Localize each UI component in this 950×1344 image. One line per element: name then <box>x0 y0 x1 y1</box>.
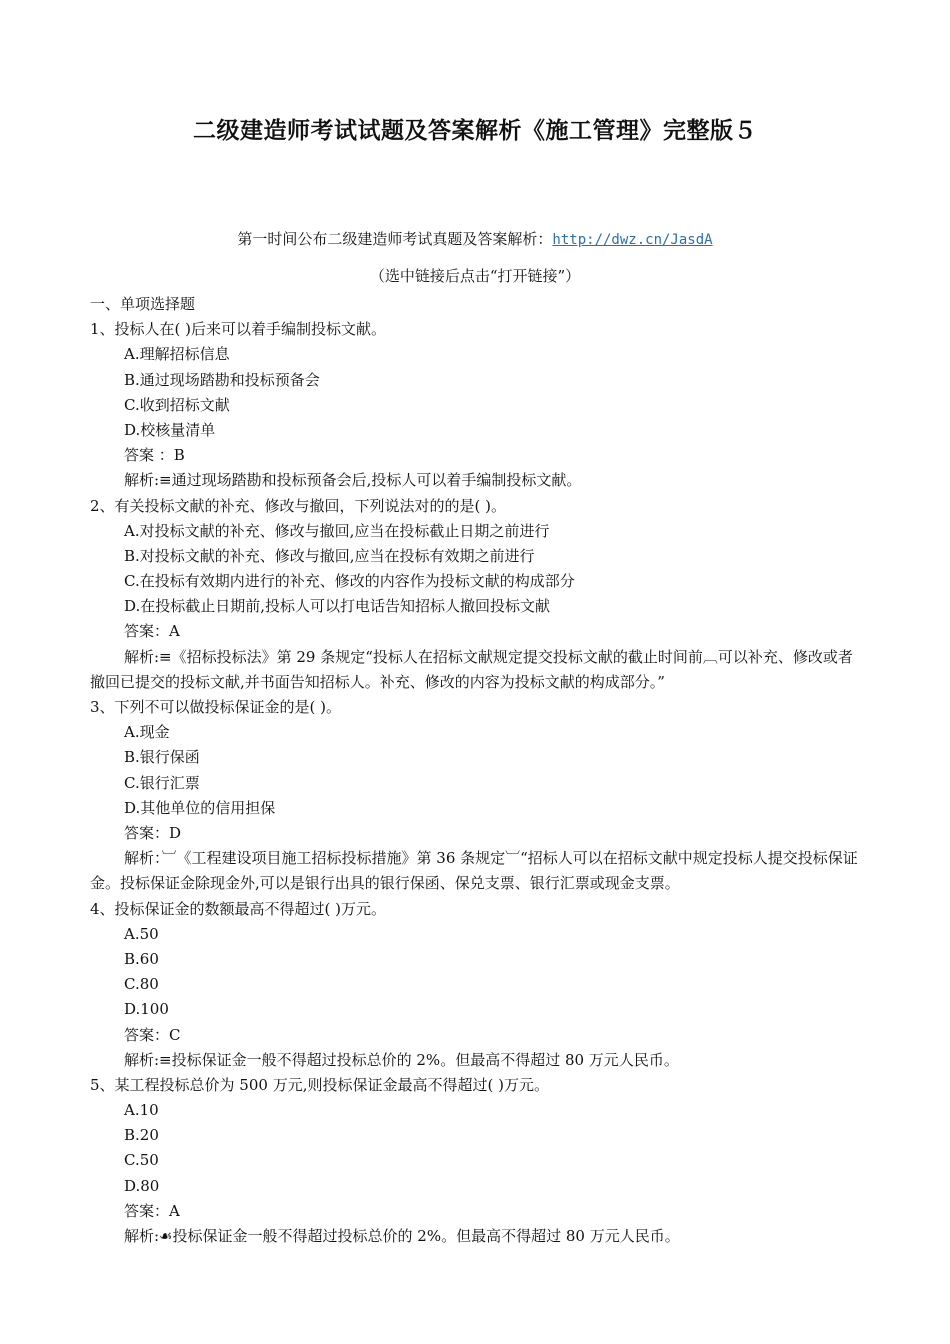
answer: 答案：A <box>124 1201 180 1220</box>
option: A.现金 <box>124 723 170 742</box>
option: D.100 <box>124 1000 169 1019</box>
question-text: 4、投标保证金的数额最高不得超过( )万元。 <box>90 899 387 918</box>
question-text: 5、某工程投标总价为 500 万元,则投标保证金最高不得超过( )万元。 <box>90 1075 549 1094</box>
option: A.10 <box>124 1101 159 1120</box>
answer: 答案：C <box>124 1025 181 1044</box>
analysis: 解析:≡通过现场踏勘和投标预备会后,投标人可以着手编制投标文献。 <box>124 471 582 490</box>
question-text: 3、下列不可以做投标保证金的是( )。 <box>90 698 342 717</box>
option: D.80 <box>124 1176 160 1195</box>
question-text: 1、投标人在( )后来可以着手编制投标文献。 <box>90 320 387 339</box>
option: D.在投标截止日期前,投标人可以打电话告知招标人撤回投标文献 <box>124 597 551 616</box>
option: C.银行汇票 <box>124 773 200 792</box>
answer: 答案：A <box>124 622 180 641</box>
option: D.校核量清单 <box>124 420 216 439</box>
link-note: （选中链接后点击“打开链接”） <box>369 267 581 285</box>
option: B.60 <box>124 949 159 968</box>
section-heading: 一、单项选择题 <box>90 295 196 313</box>
option: D.其他单位的信用担保 <box>124 798 276 817</box>
analysis: 解析：︺《工程建设项目施工招标投标措施》第 36 条规定︺“招标人可以在招标文献中规定投标人提交投标保证金。投标保证金除现金外,可以是银行出具的银行保函、保兑支票、银行汇票或现金支票。 <box>90 849 858 893</box>
option: A.对投标文献的补充、修改与撤回,应当在投标截止日期之前进行 <box>124 521 550 540</box>
document-title: 二级建造师考试试题及答案解析《施工管理》完整版５ <box>193 117 757 144</box>
option: B.20 <box>124 1126 159 1145</box>
analysis: 解析:☙投标保证金一般不得超过投标总价的 2%。但最高不得超过 80 万元人民币。 <box>124 1227 680 1245</box>
promo-line <box>0 228 950 249</box>
option: A.50 <box>124 924 159 943</box>
answer: 答案 ：B <box>124 446 185 465</box>
option: A.理解招标信息 <box>124 345 230 364</box>
option: C.收到招标文献 <box>124 395 230 414</box>
analysis: 解析:≡《招标投标法》第 29 条规定“投标人在招标文献规定提交投标文献的截止时间前︹可以补充、修改或者撤回已提交的投标文献,并书面告知招标人。补充、修改的内容为投标文献的构成部分。” <box>90 647 853 691</box>
option: C.80 <box>124 975 159 994</box>
option: C.50 <box>124 1151 159 1170</box>
analysis: 解析:≡投标保证金一般不得超过投标总价的 2%。但最高不得超过 80 万元人民币。 <box>124 1050 679 1069</box>
promo-text: 第一时间公布二级建造师考试真题及答案解析： <box>237 230 553 248</box>
option: B.对投标文献的补充、修改与撤回,应当在投标有效期之前进行 <box>124 546 535 565</box>
option: B.通过现场踏勘和投标预备会 <box>124 370 320 389</box>
question-text: 2、有关投标文献的补充、修改与撤回，下列说法对的的是( )。 <box>90 496 507 515</box>
answer: 答案：D <box>124 823 182 842</box>
promo-link[interactable]: http://dwz.cn/JasdA <box>552 232 713 248</box>
question-list <box>90 292 865 1249</box>
option: B.银行保函 <box>124 748 200 767</box>
option: C.在投标有效期内进行的补充、修改的内容作为投标文献的构成部分 <box>124 572 575 591</box>
